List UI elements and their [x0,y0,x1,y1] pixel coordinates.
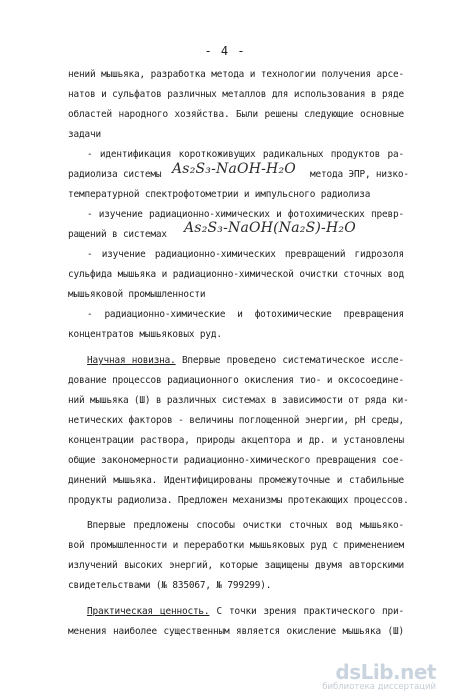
text-line-part: ращений в системах [68,229,167,240]
text-line: концентратов мышьяковых руд. [68,329,222,340]
text-line: Впервые предложены способы очистки сточных вод мышьяко- [87,520,404,531]
text-line: температурной спектрофотометрии и импульсного радиолиза [68,189,371,200]
text-line: - изучение радиационно-химических превращений гидрозоля [87,249,404,260]
text-line: излучений высоких энергий, которые защищены двумя авторскими [68,560,404,571]
text-line: - изучение радиационно-химических и фотохимических превр- [87,209,404,220]
handwritten-formula: As₂S₃-NaOH(Na₂S)-H₂O [184,220,356,236]
text-line: сульфида мышьяка и радиационно-химической очистки сточных вод [68,269,404,280]
text-line: вой промышленности и переработки мышьяковых руд с применением [68,540,404,551]
text-line-part [68,169,161,181]
text-line: натов и сульфатов различных металлов для использования в ряде [68,89,404,100]
text-line: мышьяковой промышленности [68,289,206,300]
text-fragment: радиолиза системы [68,169,162,180]
section-heading: Научная новизна. [87,355,176,366]
handwritten-formula: As₂S₃-NaOH-H₂O [172,161,296,177]
text-line [87,355,404,367]
text-line: концентрации раствора, природы акцептора и др. и установлены [68,435,404,446]
text-fragment: С точки зрения практического при- [216,606,405,617]
watermark-logo: dsLib.net [335,660,436,684]
section-heading: Практическая ценность. [87,606,210,617]
watermark-subtitle: библиотека диссертаций [322,682,436,692]
text-line-part: метода ЭПР, низко- [310,169,409,180]
text-line: нений мышьяка, разработка метода и технологии получения арсе- [68,69,404,80]
text-line: - идентификация короткоживущих радикальных продуктов ра- [87,149,404,160]
text-line: общие закономерности радиационно-химического превращения сое- [68,455,404,466]
text-fragment: Впервые проведено систематическое иссле- [181,355,404,366]
text-line: - радиационно-химические и фотохимические превращения [87,309,404,320]
text-line: ний мышьяка (Ш) в различных системах в зависимости от ряда ки- [68,395,409,406]
text-line: задачи [68,129,101,140]
text-line: свидетельствами (№ 835067, № 799299). [68,580,272,591]
text-line: областей народного хозяйства. Были решены следующие основные [68,109,404,120]
watermark [324,660,436,694]
text-line: динений мышьяка. Идентифицированы промежуточные и стабильные [68,475,404,486]
text-line: дование процессов радиационного окисления тио- и оксосоедине- [68,375,404,386]
text-line: менения наиболее существенным является окисление мышьяка (Ш) [68,626,404,637]
text-line: продукты радиолиза. Предложен механизмы протекающих процессов. [68,495,409,506]
page-number: - 4 - [204,44,246,58]
text-line [87,606,404,618]
text-line: нетических факторов - величины поглощенной энергии, рН среды, [68,415,404,426]
